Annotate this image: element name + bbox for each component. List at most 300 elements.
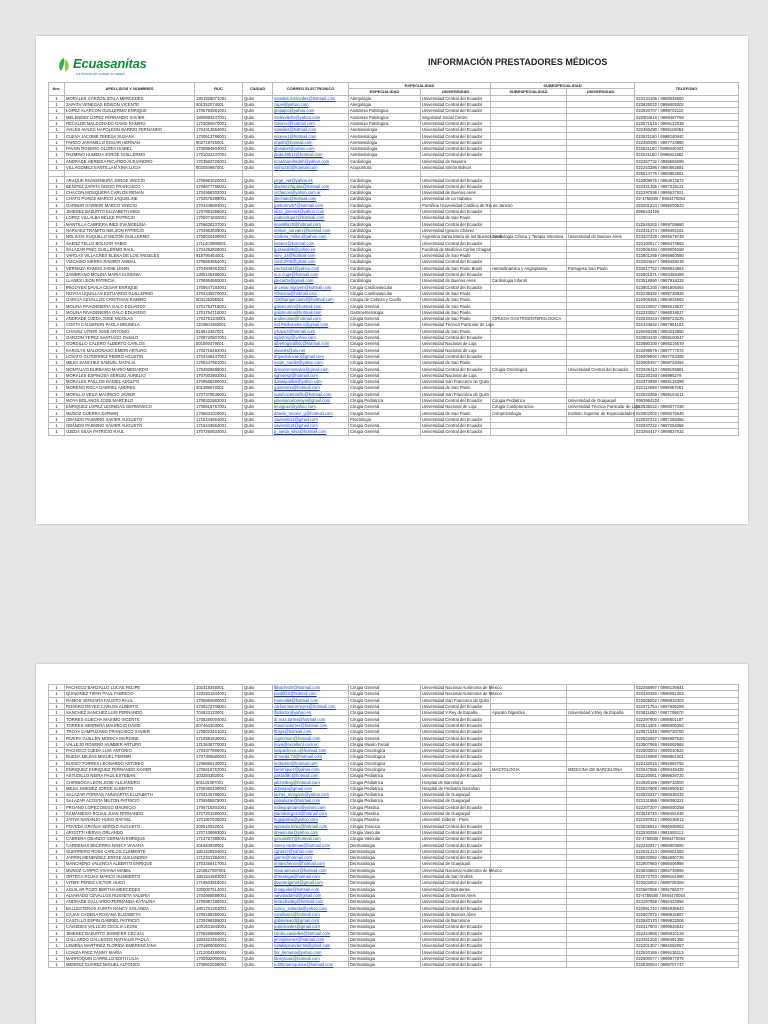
cell-specialty: Cirugia General xyxy=(349,341,421,347)
email-link[interactable]: mauricioemorillo@hotmail.com xyxy=(274,391,332,397)
cell-city: Quito xyxy=(243,873,273,879)
cell-ruc: 1703962609001 xyxy=(195,227,243,233)
cell-city: Quito xyxy=(243,278,273,284)
email-link[interactable]: ferandradeg@hotmail.com xyxy=(274,899,324,905)
cell-name: PAVON ROSERO GLORIA ISABEL xyxy=(65,145,195,151)
cell-phone: 023201224 / 0999200523 xyxy=(635,202,739,208)
email-link[interactable]: mgrinmuin@hotmail.com xyxy=(274,735,321,741)
cell-ruc: 1704145786001 xyxy=(195,792,243,798)
email-link[interactable]: gabrieleacd@gmail.com xyxy=(274,918,319,924)
cell-university: Universidad Técnica Particular de Loja xyxy=(422,322,494,328)
cell-city: Quito xyxy=(243,930,273,936)
email-link[interactable]: edithmarroquince@hotmail.com xyxy=(274,962,334,968)
cell-university: Universidad Central del Ecuador xyxy=(421,880,491,886)
cell-specialty: Cardiologia xyxy=(349,190,421,196)
email-link[interactable]: msan_cardio@yahoo.com xyxy=(274,360,323,366)
email-link[interactable]: crchacon@yahoo.com.ar xyxy=(274,190,321,196)
email-link[interactable]: gloriabel@yahoo.com xyxy=(274,146,315,152)
cell-specialty: Dermatologia xyxy=(349,892,421,898)
cell-phone: 022297936 / 0995537921 xyxy=(635,190,739,196)
email-link[interactable]: luispacheco.o@hotmail.com xyxy=(274,748,327,754)
cell-university: Universidad Central del Ecuador xyxy=(421,936,491,942)
cell-specialty: Dermatologia xyxy=(349,930,421,936)
email-link[interactable]: fannyloaiz@hotmail.com xyxy=(274,955,320,961)
email-link[interactable]: valvaradomd@gmail.com xyxy=(274,892,322,898)
cell-university: Universidad San Francisco de Quito xyxy=(422,379,490,385)
email-link[interactable]: xavierob12@gmail.com xyxy=(274,423,318,429)
cell-specialty: Cirugia de Cabeza y Cuello xyxy=(349,297,421,303)
cell-phone: 022201307 / 0984252057 xyxy=(635,943,739,949)
email-link[interactable]: dr.cesar.irigoyen@hotmail.com xyxy=(274,284,332,290)
cell-university: Universidad Central del Ecuador xyxy=(421,183,491,189)
cell-ruc: 1703963726001 xyxy=(195,158,243,164)
cell-university: Universidad Central del Ecuador xyxy=(421,899,491,905)
email-link[interactable]: nataliapconderms@gmail.com xyxy=(274,943,331,949)
cell-ruc: 1706631026001 xyxy=(195,410,243,416)
cell-university: Universidad Central del Ecuador xyxy=(421,259,491,265)
cell-name: SANCHEZ SANCHEZ LUIS FERNANDO xyxy=(65,710,195,716)
cell-name: MORALES ESPINOSA SERGIO AURELIO xyxy=(65,372,195,378)
cell-phone: 022220193 / 098995276 xyxy=(635,372,739,378)
email-link[interactable]: huva@excellent.com.ec xyxy=(274,741,319,747)
cell-specialty: Cirugia Pediatrica xyxy=(349,785,421,791)
cell-phone: 022297900 / 0998801187 xyxy=(635,716,739,722)
cell-name: VARGAS VILLACRES ELENA DE LOS ANGELES xyxy=(65,253,195,259)
cell-number: 1 xyxy=(49,949,65,955)
email-link[interactable]: jjjarrin@hotmail.com xyxy=(274,855,312,861)
cell-phone: 023251200 / 0998491355 xyxy=(635,936,739,942)
cell-city: Quito xyxy=(243,177,273,183)
email-link[interactable]: drjmejia@gmail.com xyxy=(274,785,312,791)
cell-city: Quito xyxy=(243,416,273,422)
cell-specialty: Cirugia General xyxy=(349,334,421,340)
cell-specialty: Dermatologia xyxy=(349,955,421,961)
cell-ruc: 501560479001 xyxy=(195,341,243,347)
cell-specialty: Cirugia Pediatrica xyxy=(349,792,421,798)
email-link[interactable]: ricardoandradeh@yahoo.com xyxy=(274,158,330,164)
cell-specialty: Cirugia General xyxy=(349,429,421,435)
cell-university: Universidad de Sao Paulo xyxy=(421,385,491,391)
email-link[interactable]: paultif22@hotmail.com xyxy=(274,691,317,697)
email-link[interactable]: galomurina@hotmail.com xyxy=(274,309,322,315)
cell-name: MENDEZ SUAREZ MIGUEL ALFONSO xyxy=(65,962,195,968)
cell-city: Quito xyxy=(243,196,273,202)
email-link[interactable]: cristhiangarciamd@hotmail.com xyxy=(274,297,334,303)
cell-phone: 022891740 / 0992936643 xyxy=(635,905,739,911)
email-link[interactable]: elev_24@hotmail.com xyxy=(274,253,316,259)
email-link[interactable]: cecilia.caviedes@hotmail.com xyxy=(274,930,331,936)
table-row xyxy=(49,962,739,968)
email-link[interactable]: dr.rueda.72@hotmail.com xyxy=(274,754,323,760)
cell-phone: 022238382 / 0998730929 xyxy=(635,290,739,296)
cell-university: Universidad Nacional de Loja xyxy=(421,372,491,378)
cell-specialty: Cirugia Plastica xyxy=(349,804,421,810)
cell-phone: 022520166 / 0999136113 xyxy=(635,949,739,955)
email-link[interactable]: lacher_morgann@yahoo.com xyxy=(274,792,329,798)
email-link[interactable]: guisasal96@yahoo.es xyxy=(274,246,316,252)
cell-specialty: Cardiologia xyxy=(349,196,421,202)
email-link[interactable]: hugojativa@yahoo.com xyxy=(274,817,318,823)
cell-city: Quito xyxy=(243,754,273,760)
email-link[interactable]: jchavez@hotmail.com xyxy=(274,328,316,334)
cell-ruc: 607464303001 xyxy=(195,722,243,728)
email-link[interactable]: garbormv57@hotmail.com xyxy=(274,202,324,208)
cell-name: LOVATO GUTIERREZ PEDRO AGUSTIN xyxy=(65,353,195,359)
cell-university: Universidad de Sao Paulo xyxy=(421,253,491,259)
leaf-logo-icon xyxy=(56,57,72,73)
cell-phone: 022536222 / 0998377196 xyxy=(635,404,739,410)
email-link[interactable]: framos68@hotmail.com xyxy=(274,697,319,703)
email-link[interactable]: galomurina@hotmail.com xyxy=(274,303,322,309)
cell-specialty: Cardiologia xyxy=(349,253,421,259)
email-link[interactable]: ramirec@hotmail.com xyxy=(274,120,315,126)
cell-ruc: 1707305680001 xyxy=(195,754,243,760)
email-link[interactable]: pastudillo@hotmail.com xyxy=(274,773,319,779)
email-link[interactable]: jennijimenez@hotmail.com xyxy=(274,937,325,943)
cell-number: 1 xyxy=(49,202,65,208)
cell-specialty: Cirugia General xyxy=(349,716,421,722)
cell-university: Universidad de Sao Paulo xyxy=(421,315,491,321)
email-link[interactable]: jalchiribog@hotmail.com xyxy=(274,779,320,785)
cell-ruc: 1709298395001 xyxy=(195,917,243,923)
email-link[interactable]: rsfnovoa@hotmail.com xyxy=(274,290,317,296)
cell-name: PARDO JARAMILLO EDGAR HERNAN xyxy=(65,139,195,145)
cell-phone: 022920170 / 0999823006 xyxy=(635,917,739,923)
email-link[interactable]: lbbache20@hotmail.com xyxy=(274,685,321,691)
email-link[interactable]: patsalazar@hotmail.com xyxy=(274,798,321,804)
cell-phone: 02-4760500 / 0984470054 xyxy=(635,892,739,898)
cell-number: 1 xyxy=(49,823,65,829)
email-link[interactable]: jlmchato@hotmail.com xyxy=(274,196,317,202)
cell-phone: 022432016 / 0992564792 xyxy=(635,760,739,766)
cell-specialty: Dermatologia xyxy=(349,905,421,911)
cell-city: Quito xyxy=(243,697,273,703)
cell-specialty: Acupuntura xyxy=(349,164,421,170)
cell-ruc: 1708981020001 xyxy=(195,177,243,183)
email-link[interactable]: jhake19512@hotmail.com xyxy=(274,152,323,158)
cell-number: 1 xyxy=(49,196,65,202)
email-link[interactable]: drmariomontalvo@gmail.com xyxy=(274,366,329,372)
email-link[interactable]: jorge_var@yahoo.es xyxy=(274,177,313,183)
cell-name: ALVARADO CEVALLOS RUSSETA VALERIA xyxy=(65,892,195,898)
cell-specialty: Cirugia General xyxy=(349,404,421,410)
cell-phone: 023337428 / 0995579749 xyxy=(635,234,739,240)
col-header-no: Nro. xyxy=(49,83,65,96)
email-link[interactable]: mdiegoproano@yahoo.com xyxy=(274,804,326,810)
cell-ruc: 603125295001 xyxy=(195,297,243,303)
email-link[interactable]: leonguez@yahoo.com xyxy=(274,404,316,410)
email-link[interactable]: drvascular@yahoo.com xyxy=(274,829,319,835)
cell-phone: 023204647 / 0999458418 xyxy=(635,259,739,265)
cell-ruc: 1707002902001 xyxy=(195,372,243,378)
cell-name: LOPEZ ALARCON GUILLERMO ENRIQUE xyxy=(65,108,195,114)
email-link[interactable]: p_ojeda_silva@hotmail.com xyxy=(274,429,327,435)
cell-specialty: Cirugia General xyxy=(349,410,421,416)
email-link[interactable]: patrickantes@gmail.com xyxy=(274,924,320,930)
cell-ruc: 1702575398001 xyxy=(195,196,243,202)
email-link[interactable]: scueva1@hotmail.com xyxy=(274,133,317,139)
cell-phone: 022434842 / 0987961183 xyxy=(635,322,739,328)
cell-ruc: 1716503918001 xyxy=(195,880,243,886)
email-link[interactable]: albertogordilloc@hotmail.com xyxy=(274,341,330,347)
cell-subspecialty: Cardiologia Infantil xyxy=(491,278,567,284)
cell-ruc: 1704313664001 xyxy=(195,127,243,133)
email-link[interactable]: melendezlo@yahoo.com xyxy=(274,114,321,120)
cell-specialty: Cirugia General xyxy=(349,691,421,697)
cell-name: MONTALVO BURBANO MARIO MEDARDO xyxy=(65,366,195,372)
cell-number: 1 xyxy=(49,962,65,968)
cell-city: Quito xyxy=(243,829,273,835)
cell-specialty: Dermatologia xyxy=(349,855,421,861)
providers-table-continued-body xyxy=(49,685,739,968)
cell-phone: 023801265 / 0995950080 xyxy=(635,253,739,259)
cell-specialty: Cirugia General xyxy=(349,735,421,741)
email-link[interactable]: leobusso@hotmail.com xyxy=(274,760,318,766)
email-link[interactable]: jsamaniego14@hotmail.com xyxy=(274,811,327,817)
email-link[interactable]: molivos_milton@yahoo.com xyxy=(274,234,327,240)
email-link[interactable]: ehp20@hotmail.com xyxy=(274,139,313,145)
email-link[interactable]: dripedrolovato@gmail.com xyxy=(274,353,324,359)
cell-ruc: 1801541893001 xyxy=(195,873,243,879)
email-link[interactable]: vivianamunoz@hotmail.com xyxy=(274,867,327,873)
cell-name: AGUILAR POZO BERTHA MERCEDES xyxy=(65,886,195,892)
cell-number: 1 xyxy=(49,120,65,126)
cell-number: 1 xyxy=(49,227,65,233)
cell-university: Universidad Central del Ecuador xyxy=(421,747,491,753)
email-link[interactable]: flor_llemena@yahoo.com xyxy=(274,949,322,955)
cell-specialty: Anestesiologia xyxy=(349,139,421,145)
cell-specialty: Dermatologia xyxy=(349,842,421,848)
cell-ruc: 1305106496001 xyxy=(195,271,243,277)
cell-specialty: Cirugia Oncologica xyxy=(349,747,421,753)
email-link[interactable]: eliza_jimenez@yahoo.com xyxy=(274,209,325,215)
email-link[interactable]: dvveterigenre@gmail.com xyxy=(274,880,323,886)
cell-city: Quito xyxy=(243,139,273,145)
cell-phone: 022937222 / 0987256356 xyxy=(635,423,739,429)
cell-city: Quito xyxy=(243,303,273,309)
cell-email xyxy=(273,962,349,968)
cell-number: 1 xyxy=(49,685,65,691)
email-link[interactable]: josemarcelomoya@gmail.com xyxy=(274,397,331,403)
cell-specialty: Cirugia Oncologica xyxy=(349,760,421,766)
cell-ruc: 1707108993001 xyxy=(195,829,243,835)
email-link[interactable]: sgmoesp@hotmail.com xyxy=(274,372,318,378)
cell-phone: 026056299 / 0993243850 xyxy=(635,328,739,334)
cell-university: Universidad Central del Ecuador xyxy=(421,754,491,760)
cell-specialty: Cardiologia xyxy=(349,278,421,284)
cell-name: ZAPATA VENEGAS EDISON VICENTE xyxy=(65,101,195,107)
cell-phone: 02-4760500 / 0984470054 xyxy=(635,836,739,842)
email-link[interactable]: nancy_solanda@yahoo.com xyxy=(274,905,327,911)
cell-number: 1 xyxy=(49,221,65,227)
email-link[interactable]: naaviles@hotmail.com xyxy=(274,127,317,133)
cell-ruc: 1709168350001 xyxy=(195,911,243,917)
cell-university: Universidad Central del Ecuador xyxy=(421,722,491,728)
email-link[interactable]: patriciolopez@hotmail.com xyxy=(274,215,325,221)
cell-phone: 022547686 / 0999449428 xyxy=(635,766,739,772)
cell-university: Universidad San Francisco de Quito xyxy=(422,697,490,703)
cell-city: Quito xyxy=(243,735,273,741)
email-link[interactable]: zapvi@yahoo.com xyxy=(274,102,309,108)
cell-city: Quito xyxy=(243,729,273,735)
cell-name: ANDRADE HEREDIA RICARDO ALEJANDRO xyxy=(65,158,195,164)
cell-subspecialty: Cirugia Pediatrica xyxy=(491,397,567,403)
cell-number: 1 xyxy=(49,360,65,366)
cell-specialty: Dermatologia xyxy=(349,924,421,930)
cell-specialty: Anatomia Patologica xyxy=(349,114,421,120)
cell-number: 1 xyxy=(49,886,65,892)
cell-name: ZAMBRANO MOLINA MARIA EUGENIA xyxy=(65,271,195,277)
email-link[interactable]: nancy.cardenas@hotmail.com xyxy=(274,842,331,848)
cell-number: 1 xyxy=(49,892,65,898)
cell-phone: 022502697 / 0994887620 xyxy=(635,735,739,741)
cell-number: 1 xyxy=(49,773,65,779)
email-link[interactable]: morales.mercedes@hotmail.com xyxy=(274,95,336,101)
email-link[interactable]: cgross7@yahoo.com xyxy=(274,848,314,854)
cell-name: ANDRADE OJEDA JOSE NICOLAS xyxy=(65,315,195,321)
cell-university: Universidad Central del Ecuador xyxy=(421,955,491,961)
cell-phone: 022521160 / 0998040840 xyxy=(635,133,739,139)
email-link[interactable]: andnicolas@hotmail.com xyxy=(274,316,321,322)
cell-name: RAMOS VERGARA FAUSTO RAUL xyxy=(65,697,195,703)
cell-specialty: Cirugia Vascular xyxy=(349,829,421,835)
email-link[interactable]: ekarolis@uio.net xyxy=(274,347,306,353)
col-subheader-university-2: UNIVERSIDAD xyxy=(567,89,635,95)
cell-university: Universidad de La Habana xyxy=(421,196,491,202)
cell-specialty: Cirugia Pediatrica xyxy=(349,798,421,804)
email-link[interactable]: danielpaillos@yahoo.com xyxy=(274,379,322,385)
cell-phone: 022937222 / 0987256356 xyxy=(635,416,739,422)
cell-number: 1 xyxy=(49,911,65,917)
cell-number: 1 xyxy=(49,798,65,804)
email-link[interactable]: gercab007@hotmail.com xyxy=(274,836,321,842)
email-link[interactable]: amanchenov@hotmail.com xyxy=(274,861,325,867)
cell-name: AVILES AVILES NAPOLEON BARRIO FERNANDO xyxy=(65,127,195,133)
email-link[interactable]: spoveda.torax@hotmail.com xyxy=(274,823,328,829)
cell-phone: 022545262 / 0999709680 xyxy=(635,221,739,227)
providers-table-continued xyxy=(48,684,739,968)
email-link[interactable]: ftroya@hotmail.com xyxy=(274,729,312,735)
email-link[interactable]: sgarzony@yahoo.com xyxy=(274,335,316,341)
cell-name: VERNAZA RAMOS JAIME LENIN xyxy=(65,265,195,271)
cell-specialty: Cirugia General xyxy=(349,322,421,328)
cell-phone: 022223057 / 0986019537 xyxy=(635,303,739,309)
cell-city: Quito xyxy=(243,133,273,139)
cell-phone: 022902002 / 0998276048 xyxy=(635,410,739,416)
email-link[interactable]: mauriciotorres@hotmail.com xyxy=(274,722,328,728)
cell-ruc: 1709954660001 xyxy=(195,278,243,284)
cell-number: 1 xyxy=(49,208,65,214)
email-link[interactable]: lfsdoctor@yahoo.es xyxy=(274,710,312,716)
cell-university: Universidad Central del Ecuador xyxy=(421,127,491,133)
logo-tagline: La forma de cuidar tu salud xyxy=(76,71,125,76)
cell-city: Quito xyxy=(243,911,273,917)
email-link[interactable]: gamoreno@hotmail.com xyxy=(274,385,320,391)
cell-specialty: Cirugia General xyxy=(349,315,421,321)
cell-specialty: Dermatologia xyxy=(349,962,421,968)
cell-specialty: Cardiologia xyxy=(349,227,421,233)
email-link[interactable]: roxellosex@hotmail.com xyxy=(274,911,320,917)
email-link[interactable]: dbenitezzapata@hotmail.com xyxy=(274,183,330,189)
cell-ruc: 1707203290001 xyxy=(195,810,243,816)
cell-ruc: 1706715301001 xyxy=(195,804,243,810)
cell-university: Universidad de Buenos Aires xyxy=(421,892,491,898)
cell-number: 1 xyxy=(49,328,65,334)
cell-number: 1 xyxy=(49,246,65,252)
email-link[interactable]: darwin_munoz_g@hotmail.com xyxy=(274,410,333,416)
cell-number: 1 xyxy=(49,741,65,747)
email-link[interactable]: raviz1000@gmail.com xyxy=(274,259,316,265)
cell-name: TORRES GUECHA MAXIMO VICENTE xyxy=(65,716,195,722)
cell-number: 1 xyxy=(49,378,65,384)
cell-ruc: 1711403988001 xyxy=(195,240,243,246)
email-link[interactable]: md.Paolacosta.x@gmail.com xyxy=(274,322,329,328)
email-link[interactable]: fxenrriquez@yahoo.com xyxy=(274,767,320,772)
email-link[interactable]: nelson_narvaez@hotmail.com xyxy=(274,227,331,233)
email-link[interactable]: glopalco@yahoo.com xyxy=(274,108,315,114)
cell-specialty: Cardiologia xyxy=(349,208,421,214)
email-link[interactable]: plecar04@gmail.com xyxy=(274,278,314,284)
cell-number: 1 xyxy=(49,691,65,697)
cell-ruc: 1103627087001 xyxy=(195,867,243,873)
cell-ruc: 1715443664001 xyxy=(195,416,243,422)
email-link[interactable]: sinhuz20@hotmail.com xyxy=(274,165,318,170)
cell-phone: 023801200 / 0991905464 xyxy=(635,284,739,290)
cell-name: JIMENEZ BAZURTO ELIZABETH INES xyxy=(65,208,195,214)
cell-city: Quito xyxy=(243,284,273,290)
cell-city: Quito xyxy=(243,372,273,378)
email-link[interactable]: bmaguilar@hotmail.com xyxy=(274,886,320,892)
email-link[interactable]: dr.max.torres@hotmail.com xyxy=(274,716,326,722)
cell-specialty: Cirugia General xyxy=(349,353,421,359)
cell-phone: 022440280 / 0996081353 xyxy=(635,691,739,697)
cell-ruc: 1704966589001 xyxy=(195,892,243,898)
cell-name: MANTILLA CABRERA INES EVANGELINA xyxy=(65,221,195,227)
cell-ruc: 1712004280001 xyxy=(195,949,243,955)
email-link[interactable]: xavierob12@gmail.com xyxy=(274,416,318,422)
email-link[interactable]: bsaenz@hotmail.com xyxy=(274,240,315,246)
cell-city: Quito xyxy=(243,397,273,403)
email-link[interactable]: drmortega@hotmail.com xyxy=(274,874,320,880)
cell-city: Quito xyxy=(243,183,273,189)
cell-phone: 022572793 / 0999161990 xyxy=(635,873,739,879)
cell-name: ENRIQUEZ ENRIQUEZ FERNANDO XAVIER xyxy=(65,766,195,772)
email-link[interactable]: m.e.euge@hotmail.com xyxy=(274,272,319,278)
cell-number: 1 xyxy=(49,341,65,347)
cell-ruc: 1703256417001 xyxy=(195,861,243,867)
cell-phone: 023516740 / 0999491048 xyxy=(635,810,739,816)
cell-phone: 022341474 / 0999492181 xyxy=(635,227,739,233)
cell-phone: 024533660 / 0984748655 xyxy=(635,867,739,873)
cell-phone: 022416999 / 0999851001 xyxy=(635,754,739,760)
cell-subspecialty xyxy=(491,429,567,435)
cell-specialty: Cirugia General xyxy=(349,685,421,691)
email-link[interactable]: imantilla20@hotmail.com xyxy=(274,221,321,227)
cell-city: Quito xyxy=(243,259,273,265)
cell-city: Quito xyxy=(243,955,273,961)
cell-specialty: Cirugia Cardiovascular xyxy=(349,284,421,290)
cell-name: NOLIVOS SUQUILLO MILTON GUILLERMO xyxy=(65,234,195,240)
cell-number: 1 xyxy=(49,410,65,416)
cell-ruc: 1708720807001 xyxy=(195,334,243,340)
email-link[interactable]: jvernaza62@yahoo.com xyxy=(274,265,320,271)
cell-city: Quito xyxy=(243,880,273,886)
cell-university-2: Portugesa Sao Paulo xyxy=(567,265,635,271)
cell-number: 1 xyxy=(49,924,65,930)
cell-ruc: 1707370536001 xyxy=(195,391,243,397)
cell-name: CAVIEDES VALLEJO CECILIA LEONI xyxy=(65,924,195,930)
email-link[interactable]: carlosroserorreyes@hotmail.com xyxy=(274,704,336,710)
